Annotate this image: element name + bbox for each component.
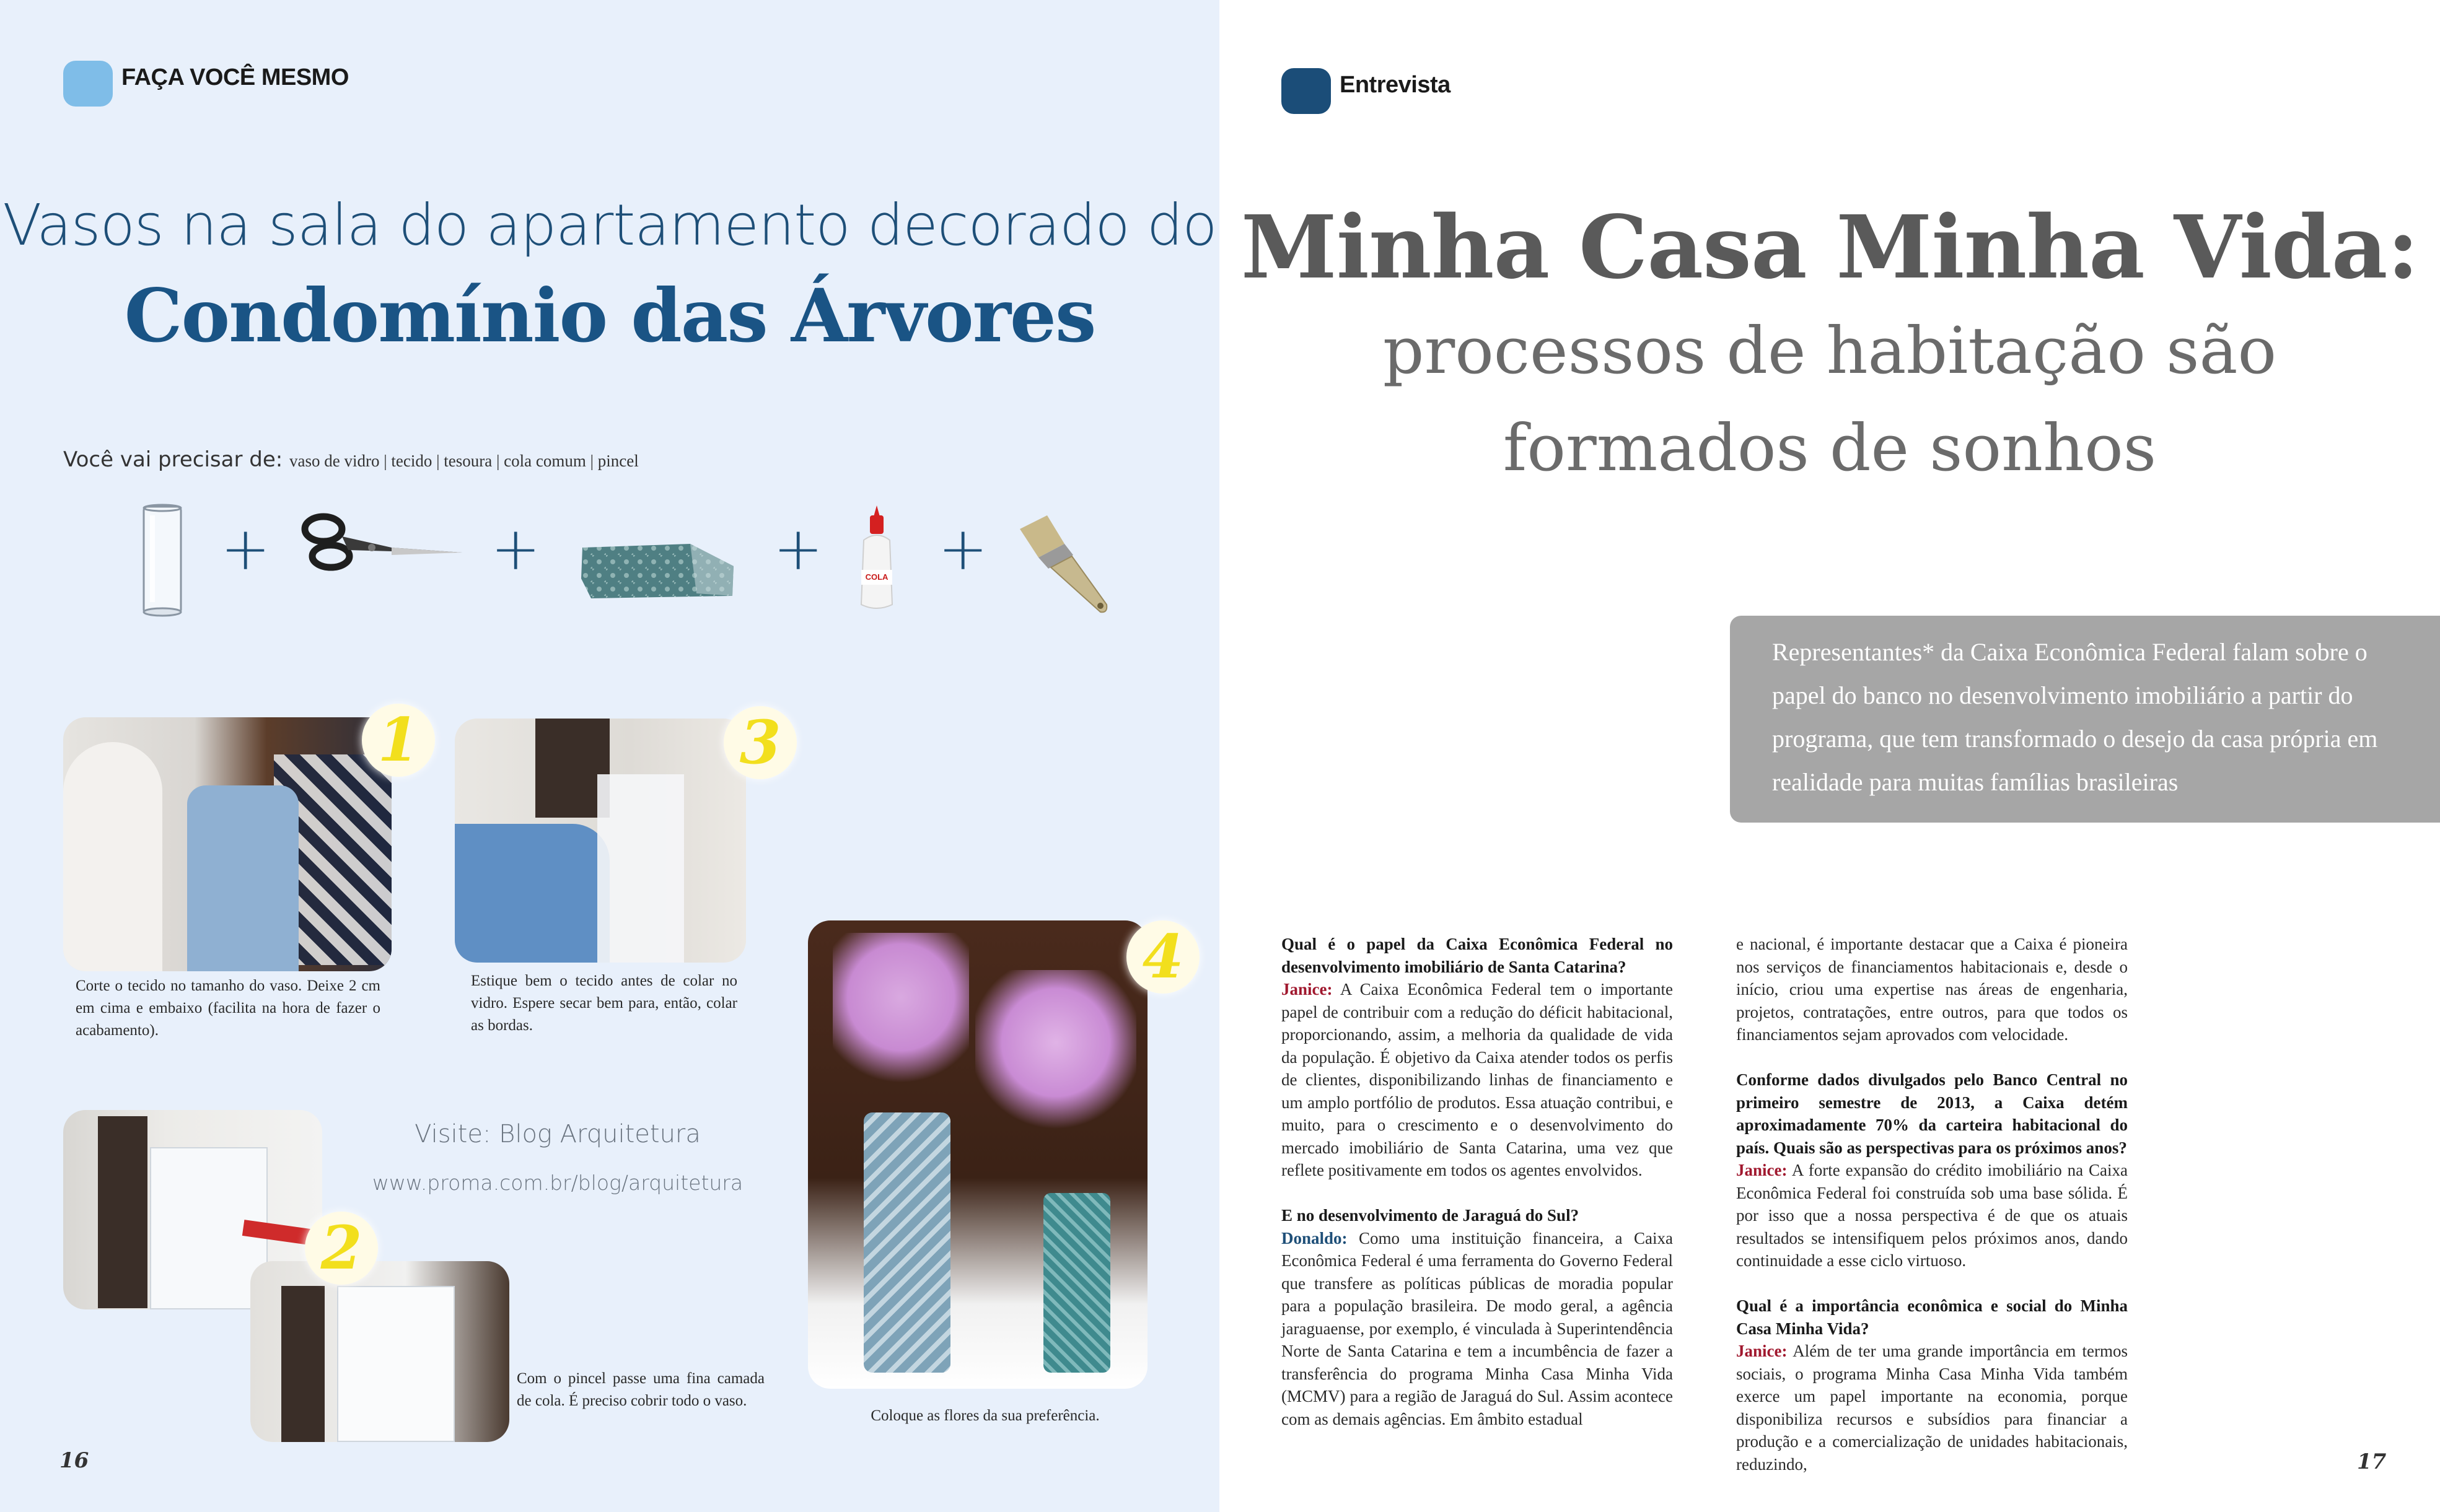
materials-line bbox=[63, 447, 639, 472]
glass-vase-icon bbox=[139, 503, 186, 618]
scissors-icon bbox=[299, 512, 465, 574]
photo-glass-vase bbox=[597, 774, 684, 963]
question: Qual é o papel da Caixa Econômica Federal no desenvolvimento imobiliário de Santa Catarina? bbox=[1281, 935, 1673, 976]
step4-photo bbox=[808, 920, 1148, 1389]
section-label: Entrevista bbox=[1340, 72, 1450, 98]
photo-person bbox=[63, 742, 162, 971]
glue-label: COLA bbox=[865, 572, 889, 582]
materials-list: vaso de vidro | tecido | tesoura | cola comum | pincel bbox=[289, 452, 639, 470]
section-chip bbox=[1281, 68, 1331, 114]
step2-photo-b bbox=[250, 1261, 509, 1442]
blog-url[interactable]: www.proma.com.br/blog/arquitetura bbox=[372, 1171, 744, 1195]
speaker-name: Donaldo: bbox=[1281, 1228, 1348, 1248]
article-title-line1: Vasos na sala do apartamento decorado do bbox=[2, 192, 1217, 258]
photo-frame bbox=[281, 1286, 325, 1442]
section-chip bbox=[63, 61, 113, 107]
step1-caption: Corte o tecido no tamanho do vaso. Deixe 2 cm em cima e embaixo (facilita na hora de fazer o acabamento). bbox=[76, 977, 380, 1039]
glue-bottle-icon bbox=[858, 505, 896, 612]
photo-flowers bbox=[833, 933, 969, 1094]
photo-fabric bbox=[455, 824, 610, 963]
question: Conforme dados divulgados pelo Banco Central no primeiro semestre de 2013, a Caixa detém aproximadamente 70% da carteira habitacional do país. Quais são as perspectivas para os próximos anos? bbox=[1736, 1070, 2128, 1157]
materials-label: Você vai precisar de: bbox=[63, 447, 283, 472]
interview-subtitle-line2: formados de sonhos bbox=[1503, 410, 2157, 486]
step4-number: 4 bbox=[1126, 920, 1200, 994]
plus-sign: + bbox=[491, 514, 541, 583]
right-page bbox=[1219, 0, 2440, 1512]
photo-glass-vase bbox=[337, 1286, 455, 1442]
photo-flowers bbox=[975, 970, 1136, 1131]
step3-photo bbox=[455, 719, 746, 963]
plus-sign: + bbox=[221, 514, 271, 583]
paintbrush-icon bbox=[1014, 512, 1113, 616]
photo-vase-tall bbox=[864, 1112, 950, 1373]
step3-caption: Estique bem o tecido antes de colar no vidro. Espere secar bem para, então, colar as bordas. bbox=[471, 972, 737, 1034]
question: E no desenvolvimento de Jaraguá do Sul? bbox=[1281, 1206, 1579, 1225]
plus-sign: + bbox=[773, 514, 823, 583]
answer: Além de ter uma grande importância em termos sociais, o programa Minha Casa Minha Vida também exerce um papel importante na economia, porque disponibiliza recursos e subsídios para financiar a produção e a comercialização de unidades habitacionais, reduzindo, bbox=[1736, 1342, 2128, 1474]
lead-text: Representantes* da Caixa Econômica Federal falam sobre o papel do banco no desenvolvimento imobiliário a partir do programa, que tem transformado o desejo da casa própria em realidade para muitas famílias brasileiras bbox=[1772, 638, 2378, 796]
speaker-name: Janice: bbox=[1736, 1342, 1788, 1360]
question: Qual é a importância econômica e social do Minha Casa Minha Vida? bbox=[1736, 1296, 2128, 1338]
photo-frame bbox=[98, 1116, 147, 1308]
left-page bbox=[0, 0, 1219, 1512]
speaker-name: Janice: bbox=[1281, 980, 1333, 999]
lead-box bbox=[1730, 616, 2440, 823]
fabric-icon bbox=[579, 541, 737, 600]
step2-number: 2 bbox=[305, 1212, 378, 1285]
blog-label: Visite: Blog Arquitetura bbox=[415, 1120, 701, 1148]
step2-caption: Com o pincel passe uma fina camada de cola. É preciso cobrir todo o vaso. bbox=[517, 1370, 765, 1409]
page-number-right: 17 bbox=[2357, 1449, 2387, 1474]
page-number-left: 16 bbox=[59, 1448, 89, 1473]
step1-number: 1 bbox=[362, 704, 435, 777]
interview-title: Minha Casa Minha Vida: bbox=[1240, 197, 2419, 299]
answer: e nacional, é importante destacar que a Caixa é pioneira nos serviços de financiamentos habitacionais e, desde o início, criou uma expertise nas áreas de engenharia, projetos, contratações, entre outros, para que todos os financiamentos sejam aprovados com velocidade. bbox=[1736, 935, 2128, 1044]
step1-photo bbox=[63, 717, 392, 971]
speaker-name: Janice: bbox=[1736, 1161, 1788, 1179]
step3-number: 3 bbox=[724, 706, 797, 779]
article-column-1 bbox=[1281, 933, 1673, 1453]
answer: Como uma instituição financeira, a Caixa Econômica Federal é uma ferramenta do Governo Federal que transfere as políticas públicas de moradia popular para a população brasileira. De modo geral, a agência jaraguaense, por exemplo, é vinculada à Superintendência Norte de Santa Catarina e tem a incumbência de fazer a transferência do programa Minha Casa Minha Vida (MCMV) para a região de Jaraguá do Sul. Assim acontece com as demais agências. Em âmbito estadual bbox=[1281, 1228, 1673, 1428]
step4-caption: Coloque as flores da sua preferência. bbox=[871, 1407, 1100, 1424]
article-column-2 bbox=[1736, 933, 2128, 1498]
section-label: FAÇA VOCÊ MESMO bbox=[121, 64, 349, 90]
article-title-line2: Condomínio das Árvores bbox=[124, 273, 1095, 359]
answer: A forte expansão do crédito imobiliário na Caixa Econômica Federal foi construída sob uma base sólida. É por isso que a nossa perspectiva é de que os atuais resultados se intensifiquem pelos próximos anos, dando continuidade a esse ciclo virtuoso. bbox=[1736, 1161, 2128, 1270]
photo-fabric bbox=[187, 785, 299, 971]
photo-vase-short bbox=[1043, 1193, 1110, 1373]
interview-subtitle-line1: processos de habitação são bbox=[1382, 313, 2277, 388]
answer: A Caixa Econômica Federal tem o importante papel de contribuir com a redução do déficit habitacional, proporcionando, assim, a melhoria da qualidade de vida da população. É objetivo da Caixa atender todos os perfis de clientes, disponibilizando linhas de financiamento e um amplo portfólio de produtos. Essa atuação contribui, e muito, para o crescimento e o desenvolvimento do mercado imobiliário de Santa Catarina, uma vez que reflete positivamente em todos os agentes envolvidos. bbox=[1281, 980, 1673, 1179]
plus-sign: + bbox=[938, 514, 988, 583]
